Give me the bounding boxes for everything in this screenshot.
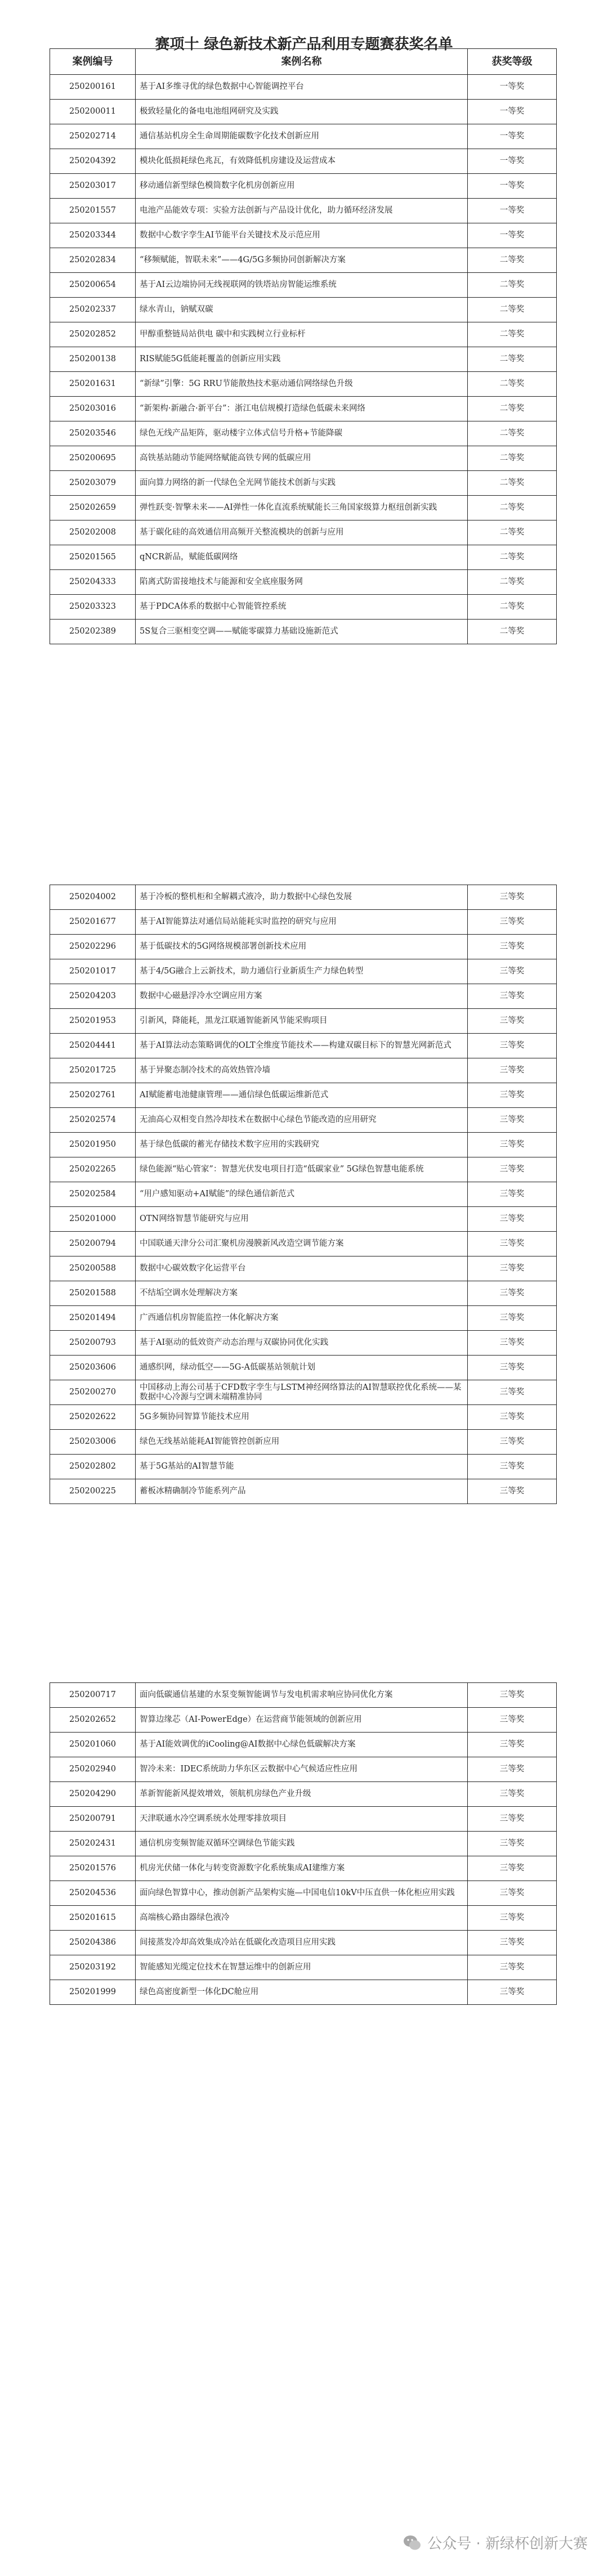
case-code: 250202431 [50, 1832, 136, 1856]
case-code: 250202622 [50, 1405, 136, 1430]
case-name: 间接蒸发冷却高效集成冷站在低碳化改造项目应用实践 [136, 1931, 468, 1955]
award-level: 二等奖 [468, 595, 557, 620]
table-row [50, 620, 557, 644]
case-name: 中国移动上海公司基于CFD数字孪生与LSTM神经网络算法的AI智慧联控优化系统——某数据中心冷源与空调末端精准协同 [136, 1380, 468, 1405]
case-name: 数据中心磁悬浮冷水空调应用方案 [136, 984, 468, 1009]
award-table-3 [50, 1682, 557, 2005]
table-row [50, 885, 557, 910]
award-level: 一等奖 [468, 100, 557, 124]
case-code: 250203079 [50, 471, 136, 496]
table-row [50, 124, 557, 149]
table-row [50, 1034, 557, 1058]
table-row [50, 910, 557, 935]
case-name: 基于AI能效调优的iCooling@AI数据中心绿色低碳解决方案 [136, 1733, 468, 1757]
case-name: 基于4/5G融合上云新技术，助力通信行业新质生产力绿色转型 [136, 959, 468, 984]
table-row [50, 1455, 557, 1479]
award-level: 二等奖 [468, 520, 557, 545]
table-row [50, 1807, 557, 1832]
case-name: 绿色高密度新型一体化DC舱应用 [136, 1980, 468, 2005]
award-level: 三等奖 [468, 1931, 557, 1955]
case-code: 250200011 [50, 100, 136, 124]
award-level: 二等奖 [468, 347, 557, 372]
award-level: 二等奖 [468, 496, 557, 520]
table-row [50, 446, 557, 471]
case-name: 基于5G基站的AI智慧节能 [136, 1455, 468, 1479]
award-level: 三等奖 [468, 1881, 557, 1906]
header-name: 案例名称 [136, 49, 468, 75]
award-level: 三等奖 [468, 1906, 557, 1931]
case-name: 基于PDCA体系的数据中心智能管控系统 [136, 595, 468, 620]
case-code: 250203344 [50, 223, 136, 248]
case-code: 250201950 [50, 1133, 136, 1157]
case-name: 绿色能源“贴心管家”：智慧光伏发电项目打造“低碳家业” 5G绿色智慧电能系统 [136, 1157, 468, 1182]
table-row [50, 1430, 557, 1455]
award-level: 二等奖 [468, 372, 557, 397]
case-name: 面向低碳通信基建的水泵变频智能调节与发电机需求响应协同优化方案 [136, 1683, 468, 1708]
case-code: 250200794 [50, 1232, 136, 1256]
table-row [50, 1108, 557, 1133]
case-name: 引新风，降能耗，黑龙江联通智能新风节能采购项目 [136, 1009, 468, 1034]
table-row [50, 372, 557, 397]
award-level: 三等奖 [468, 1405, 557, 1430]
award-level: 三等奖 [468, 910, 557, 935]
case-name: “新架构·新融合·新平台”：浙江电信规模打造绿色低碳未来网络 [136, 397, 468, 421]
table-row [50, 174, 557, 199]
case-code: 250202834 [50, 248, 136, 273]
table-row [50, 347, 557, 372]
table-row [50, 1157, 557, 1182]
award-level: 三等奖 [468, 1455, 557, 1479]
case-code: 250203192 [50, 1955, 136, 1980]
case-name: 智冷未来：IDEC系统助力华东区云数据中心气候适应性应用 [136, 1757, 468, 1782]
case-name: 极致轻量化的备电电池组网研究及实践 [136, 100, 468, 124]
award-level: 三等奖 [468, 1782, 557, 1807]
award-level: 二等奖 [468, 421, 557, 446]
table-row [50, 397, 557, 421]
case-code: 250203006 [50, 1430, 136, 1455]
case-name: 甲醇重整链局站供电 碳中和实践树立行业标杆 [136, 322, 468, 347]
table-row [50, 1479, 557, 1504]
case-name: 5G多频协同智算节能技术应用 [136, 1405, 468, 1430]
case-code: 250201999 [50, 1980, 136, 2005]
award-level: 一等奖 [468, 149, 557, 174]
case-name: 中国联通天津分公司汇聚机房漫膜新风改造空调节能方案 [136, 1232, 468, 1256]
table-row [50, 1757, 557, 1782]
table-row [50, 1405, 557, 1430]
award-level: 二等奖 [468, 620, 557, 644]
award-level: 一等奖 [468, 223, 557, 248]
table-row [50, 1955, 557, 1980]
award-level: 二等奖 [468, 322, 557, 347]
case-name: OTN网络智慧节能研究与应用 [136, 1207, 468, 1232]
award-level: 一等奖 [468, 75, 557, 100]
case-code: 250200225 [50, 1479, 136, 1504]
case-name: 电池产品能效专项：实验方法创新与产品设计优化，助力循环经济发展 [136, 199, 468, 223]
case-code: 250204002 [50, 885, 136, 910]
case-name: 高铁基站随动节能网络赋能高铁专网的低碳应用 [136, 446, 468, 471]
case-code: 250200588 [50, 1256, 136, 1281]
table-row [50, 1133, 557, 1157]
case-code: 250203546 [50, 421, 136, 446]
case-name: 数据中心数字孪生AI节能平台关键技术及示范应用 [136, 223, 468, 248]
case-code: 250201953 [50, 1009, 136, 1034]
case-name: “移频赋能，智联未来”——4G/5G多频协同创新解决方案 [136, 248, 468, 273]
table-row [50, 1281, 557, 1306]
case-code: 250202761 [50, 1083, 136, 1108]
table-row [50, 1856, 557, 1881]
case-name: 弹性跃变·智擎未来——AI弹性一体化直流系统赋能长三角国家级算力枢纽创新实践 [136, 496, 468, 520]
table-row [50, 1232, 557, 1256]
award-level: 二等奖 [468, 446, 557, 471]
case-name: 通信机房变频智能双循环空调绿色节能实践 [136, 1832, 468, 1856]
table-row [50, 595, 557, 620]
case-code: 250203017 [50, 174, 136, 199]
case-code: 250202296 [50, 935, 136, 959]
award-level: 三等奖 [468, 959, 557, 984]
case-name: 移动通信新型绿色模筒数字化机房创新应用 [136, 174, 468, 199]
table-row [50, 273, 557, 298]
award-level: 三等奖 [468, 1807, 557, 1832]
award-level: 三等奖 [468, 885, 557, 910]
case-code: 250203606 [50, 1356, 136, 1380]
case-code: 250201576 [50, 1856, 136, 1881]
table-row [50, 1083, 557, 1108]
case-name: 基于AI算法动态策略调优的OLT全维度节能技术——构建双碳目标下的智慧光网新范式 [136, 1034, 468, 1058]
award-level: 二等奖 [468, 273, 557, 298]
award-table-1 [50, 48, 557, 644]
award-level: 一等奖 [468, 124, 557, 149]
case-name: 基于碳化硅的高效通信用高频开关整流模块的创新与应用 [136, 520, 468, 545]
case-code: 250201631 [50, 372, 136, 397]
case-code: 250200695 [50, 446, 136, 471]
table-row [50, 471, 557, 496]
table-row [50, 1733, 557, 1757]
case-code: 250201017 [50, 959, 136, 984]
award-level: 三等奖 [468, 1479, 557, 1504]
table-header-row [50, 49, 557, 75]
award-level: 三等奖 [468, 1133, 557, 1157]
case-name: 数据中心碳效数字化运营平台 [136, 1256, 468, 1281]
case-name: 蓄板冰精确制冷节能系列产品 [136, 1479, 468, 1504]
case-name: 不结垢空调水处理解决方案 [136, 1281, 468, 1306]
case-code: 250202574 [50, 1108, 136, 1133]
case-name: 机房光伏储一体化与转变资源数字化系统集成AI建维方案 [136, 1856, 468, 1881]
table-row [50, 100, 557, 124]
table-row [50, 570, 557, 595]
table-row [50, 1708, 557, 1733]
case-name: 基于异聚态制冷技术的高效热管冷墙 [136, 1058, 468, 1083]
case-code: 250202714 [50, 124, 136, 149]
case-code: 250202802 [50, 1455, 136, 1479]
award-table-2 [50, 885, 557, 1504]
award-level: 三等奖 [468, 1856, 557, 1881]
table-row [50, 984, 557, 1009]
award-level: 二等奖 [468, 570, 557, 595]
case-code: 250201725 [50, 1058, 136, 1083]
case-code: 250201615 [50, 1906, 136, 1931]
case-name: 高端核心路由器绿色液冷 [136, 1906, 468, 1931]
case-code: 250200793 [50, 1331, 136, 1356]
case-code: 250202940 [50, 1757, 136, 1782]
award-level: 三等奖 [468, 1733, 557, 1757]
case-name: RIS赋能5G低能耗覆盖的创新应用实践 [136, 347, 468, 372]
case-code: 250201588 [50, 1281, 136, 1306]
case-name: 基于AI驱动的低效资产动态治理与双碳协同优化实践 [136, 1331, 468, 1356]
header-code: 案例编号 [50, 49, 136, 75]
watermark [403, 2532, 588, 2553]
table-row [50, 1931, 557, 1955]
case-name: 智能感知光缆定位技术在智慧运维中的创新应用 [136, 1955, 468, 1980]
award-level: 三等奖 [468, 1757, 557, 1782]
case-name: 绿色无线基站能耗AI智能管控创新应用 [136, 1430, 468, 1455]
award-level: 三等奖 [468, 1034, 557, 1058]
case-name: 5S复合三驱相变空调——赋能零碳算力基础设施新范式 [136, 620, 468, 644]
award-level: 三等奖 [468, 1683, 557, 1708]
award-level: 二等奖 [468, 298, 557, 322]
award-level: 三等奖 [468, 935, 557, 959]
case-code: 250200138 [50, 347, 136, 372]
case-name: 绿水青山，钠赋双碳 [136, 298, 468, 322]
table-row [50, 298, 557, 322]
award-level: 三等奖 [468, 1832, 557, 1856]
award-level: 三等奖 [468, 984, 557, 1009]
award-level: 三等奖 [468, 1256, 557, 1281]
case-code: 250200654 [50, 273, 136, 298]
case-code: 250204392 [50, 149, 136, 174]
case-name: 基于绿色低碳的蓄光存储技术数字应用的实践研究 [136, 1133, 468, 1157]
table-row [50, 1380, 557, 1405]
case-code: 250204386 [50, 1931, 136, 1955]
case-code: 250200717 [50, 1683, 136, 1708]
case-name: 天津联通水冷空调系统水处理零排放项目 [136, 1807, 468, 1832]
table-row [50, 959, 557, 984]
case-name: 革新智能新风提效增效，领航机房绿色产业升级 [136, 1782, 468, 1807]
case-code: 250202584 [50, 1182, 136, 1207]
table-row [50, 421, 557, 446]
case-name: 模块化低损耗绿色兆瓦，有效降低机房建设及运营成本 [136, 149, 468, 174]
case-code: 250202852 [50, 322, 136, 347]
award-level: 三等奖 [468, 1331, 557, 1356]
table-row [50, 1256, 557, 1281]
table-row [50, 149, 557, 174]
case-code: 250200270 [50, 1380, 136, 1405]
award-level: 三等奖 [468, 1356, 557, 1380]
award-level: 二等奖 [468, 397, 557, 421]
award-level: 二等奖 [468, 248, 557, 273]
case-name: 智算边缘芯（AI-PowerEdge）在运营商节能领域的创新应用 [136, 1708, 468, 1733]
case-name: 广西通信机房智能监控一体化解决方案 [136, 1306, 468, 1331]
table-row [50, 1182, 557, 1207]
table-row [50, 1306, 557, 1331]
case-code: 250201677 [50, 910, 136, 935]
award-level: 三等奖 [468, 1083, 557, 1108]
case-name: 通感织网，绿动低空——5G-A低碳基站领航计划 [136, 1356, 468, 1380]
wechat-icon [403, 2533, 422, 2552]
award-level: 三等奖 [468, 1058, 557, 1083]
case-code: 250204290 [50, 1782, 136, 1807]
table-row [50, 496, 557, 520]
table-row [50, 1207, 557, 1232]
case-code: 250202652 [50, 1708, 136, 1733]
case-code: 250204333 [50, 570, 136, 595]
case-name: qNCR新品，赋能低碳网络 [136, 545, 468, 570]
table-row [50, 1832, 557, 1856]
award-level: 三等奖 [468, 1207, 557, 1232]
case-name: 基于AI智能算法对通信局站能耗实时监控的研究与应用 [136, 910, 468, 935]
case-name: 基于冷板的整机柜和全解耦式液冷，助力数据中心绿色发展 [136, 885, 468, 910]
award-level: 三等奖 [468, 1157, 557, 1182]
case-code: 250201000 [50, 1207, 136, 1232]
table-row [50, 75, 557, 100]
case-code: 250200161 [50, 75, 136, 100]
header-level: 获奖等级 [468, 49, 557, 75]
case-code: 250203016 [50, 397, 136, 421]
case-code: 250201494 [50, 1306, 136, 1331]
case-code: 250204441 [50, 1034, 136, 1058]
case-name: 面向绿色智算中心，推动创新产品架构实施—中国电信10kV中压直供一体化柜应用实践 [136, 1881, 468, 1906]
award-level: 三等奖 [468, 1232, 557, 1256]
case-code: 250201060 [50, 1733, 136, 1757]
table-row [50, 223, 557, 248]
table-row [50, 935, 557, 959]
case-name: “用户感知驱动+AI赋能”的绿色通信新范式 [136, 1182, 468, 1207]
table-row [50, 322, 557, 347]
award-level: 二等奖 [468, 471, 557, 496]
case-name: 基于低碳技术的5G网络规模部署创新技术应用 [136, 935, 468, 959]
case-name: AI赋能蓄电池健康管理——通信绿色低碳运维新范式 [136, 1083, 468, 1108]
table-row [50, 1782, 557, 1807]
award-level: 三等奖 [468, 1430, 557, 1455]
award-level: 三等奖 [468, 1108, 557, 1133]
award-level: 三等奖 [468, 1009, 557, 1034]
table-row [50, 1906, 557, 1931]
case-code: 250202337 [50, 298, 136, 322]
case-name: 陷离式防雷接地技术与能源和安全底座服务网 [136, 570, 468, 595]
watermark-text: 公众号 · 新绿杯创新大赛 [427, 2535, 588, 2552]
table-row [50, 1881, 557, 1906]
table-row [50, 1331, 557, 1356]
case-code: 250201557 [50, 199, 136, 223]
case-code: 250200791 [50, 1807, 136, 1832]
case-code: 250201565 [50, 545, 136, 570]
table-row [50, 520, 557, 545]
case-name: 无油高心双相变自然冷却技术在数据中心绿色节能改造的应用研究 [136, 1108, 468, 1133]
award-level: 三等奖 [468, 1182, 557, 1207]
table-row [50, 1980, 557, 2005]
award-level: 三等奖 [468, 1708, 557, 1733]
table-row [50, 199, 557, 223]
award-level: 三等奖 [468, 1955, 557, 1980]
case-name: 通信基站机房全生命周期能碳数字化技术创新应用 [136, 124, 468, 149]
case-code: 250202659 [50, 496, 136, 520]
table-row [50, 1058, 557, 1083]
award-level: 一等奖 [468, 199, 557, 223]
case-name: 面向算力网络的新一代绿色全光网节能技术创新与实践 [136, 471, 468, 496]
case-code: 250204203 [50, 984, 136, 1009]
case-code: 250203323 [50, 595, 136, 620]
award-level: 三等奖 [468, 1380, 557, 1405]
table-row [50, 248, 557, 273]
case-code: 250204536 [50, 1881, 136, 1906]
case-name: “新绿”引擎：5G RRU节能散热技术驱动通信网络绿色升级 [136, 372, 468, 397]
award-level: 三等奖 [468, 1980, 557, 2005]
case-code: 250202265 [50, 1157, 136, 1182]
table-row [50, 1009, 557, 1034]
award-level: 一等奖 [468, 174, 557, 199]
case-code: 250202389 [50, 620, 136, 644]
page-title: 赛项十 绿色新技术新产品利用专题赛获奖名单 [155, 36, 453, 53]
case-code: 250202008 [50, 520, 136, 545]
award-level: 二等奖 [468, 545, 557, 570]
table-row [50, 1683, 557, 1708]
table-row [50, 1356, 557, 1380]
award-level: 三等奖 [468, 1281, 557, 1306]
case-name: 基于AI多维寻优的绿色数据中心智能调控平台 [136, 75, 468, 100]
award-level: 三等奖 [468, 1306, 557, 1331]
case-name: 绿色无线产品矩阵，驱动楼宇立体式信号升格+节能降碳 [136, 421, 468, 446]
table-row [50, 545, 557, 570]
case-name: 基于AI云边端协同无线视联网的铁塔站房智能运维系统 [136, 273, 468, 298]
